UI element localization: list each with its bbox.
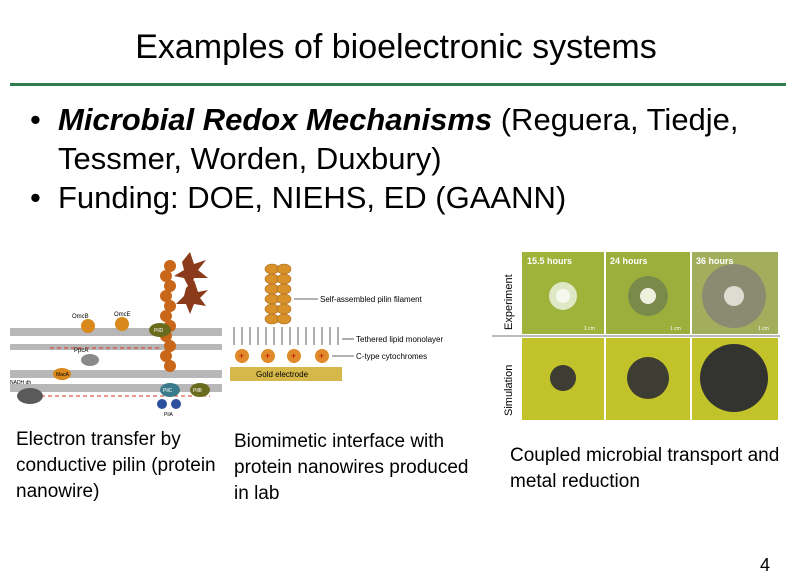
omcb-protein	[81, 319, 95, 333]
scale-label: 1 cm	[670, 326, 681, 332]
transport-figure	[492, 250, 780, 422]
slide-title: Examples of bioelectronic systems	[135, 28, 657, 66]
electrode-label: Gold electrode	[256, 370, 309, 379]
pilin-filament	[265, 264, 291, 324]
ppca-protein	[81, 354, 99, 366]
plus-sign: +	[291, 351, 297, 361]
experiment-panel	[522, 252, 604, 334]
bullet-dot: •	[30, 180, 41, 215]
bullet-dot: •	[30, 102, 41, 137]
simulation-panel	[692, 338, 778, 420]
simulation-panel	[522, 338, 604, 420]
ppca-label: PpcA	[74, 348, 89, 354]
experiment-row-label: Experiment	[503, 274, 515, 330]
pild-label: PilD	[154, 328, 164, 334]
time-label: 36 hours	[696, 256, 734, 266]
filament-label: Self-assembled pilin filament	[320, 295, 422, 304]
interface-diagram	[230, 255, 462, 385]
experiment-panel	[606, 252, 690, 334]
plus-sign: +	[319, 351, 325, 361]
omce-protein	[115, 317, 129, 331]
maca-label: MacA	[56, 372, 69, 378]
interface-caption: Biomimetic interface with protein nanowires produced in lab	[234, 431, 469, 504]
plus-sign: +	[239, 351, 245, 361]
title-underline	[10, 83, 786, 86]
scale-label: 1 cm	[584, 326, 595, 332]
omce-label: OmcE	[114, 312, 131, 318]
experiment-panel	[692, 252, 778, 334]
bullet-item	[30, 100, 780, 178]
pila-label: PilA	[164, 412, 173, 418]
bullet-emphasis: Microbial Redox Mechanisms	[58, 102, 493, 137]
omcb-label: OmcB	[72, 314, 89, 320]
transport-caption: Coupled microbial transport and metal reduction	[510, 445, 780, 492]
bullet-text: Funding: DOE, NIEHS, ED (GAANN)	[58, 180, 567, 215]
metal-particles	[174, 252, 208, 314]
nadh-label: NADH dh	[10, 380, 32, 386]
bullet-list	[30, 100, 780, 217]
pila-protein	[157, 399, 167, 409]
pilin-caption: Electron transfer by conductive pilin (protein nanowire)	[16, 429, 216, 502]
periplasm-band	[10, 344, 222, 350]
bullet-item	[30, 178, 780, 217]
simulation-panel	[606, 338, 690, 420]
inner-membrane	[10, 370, 222, 378]
bullet-text: (Reguera, Tiedje, Tessmer, Worden, Duxbury)	[58, 102, 739, 176]
time-label: 24 hours	[610, 256, 648, 266]
plus-sign: +	[265, 351, 271, 361]
monolayer-label: Tethered lipid monolayer	[356, 335, 444, 344]
pilb-label: PilB	[193, 388, 202, 394]
lipid-monolayer	[234, 327, 338, 345]
pila-protein	[171, 399, 181, 409]
simulation-row-label: Simulation	[503, 364, 515, 416]
time-label: 15.5 hours	[527, 256, 573, 266]
cytochromes-label: C-type cytochromes	[356, 352, 428, 361]
scale-label: 1 cm	[758, 326, 769, 332]
cytochrome-row	[235, 349, 329, 363]
nadh-dh-protein	[17, 388, 43, 404]
outer-membrane	[10, 328, 222, 336]
pilin-filament	[160, 260, 176, 372]
pilc-label: PilC	[163, 388, 173, 394]
pilin-diagram	[10, 248, 222, 418]
page-number: 4	[759, 555, 770, 575]
